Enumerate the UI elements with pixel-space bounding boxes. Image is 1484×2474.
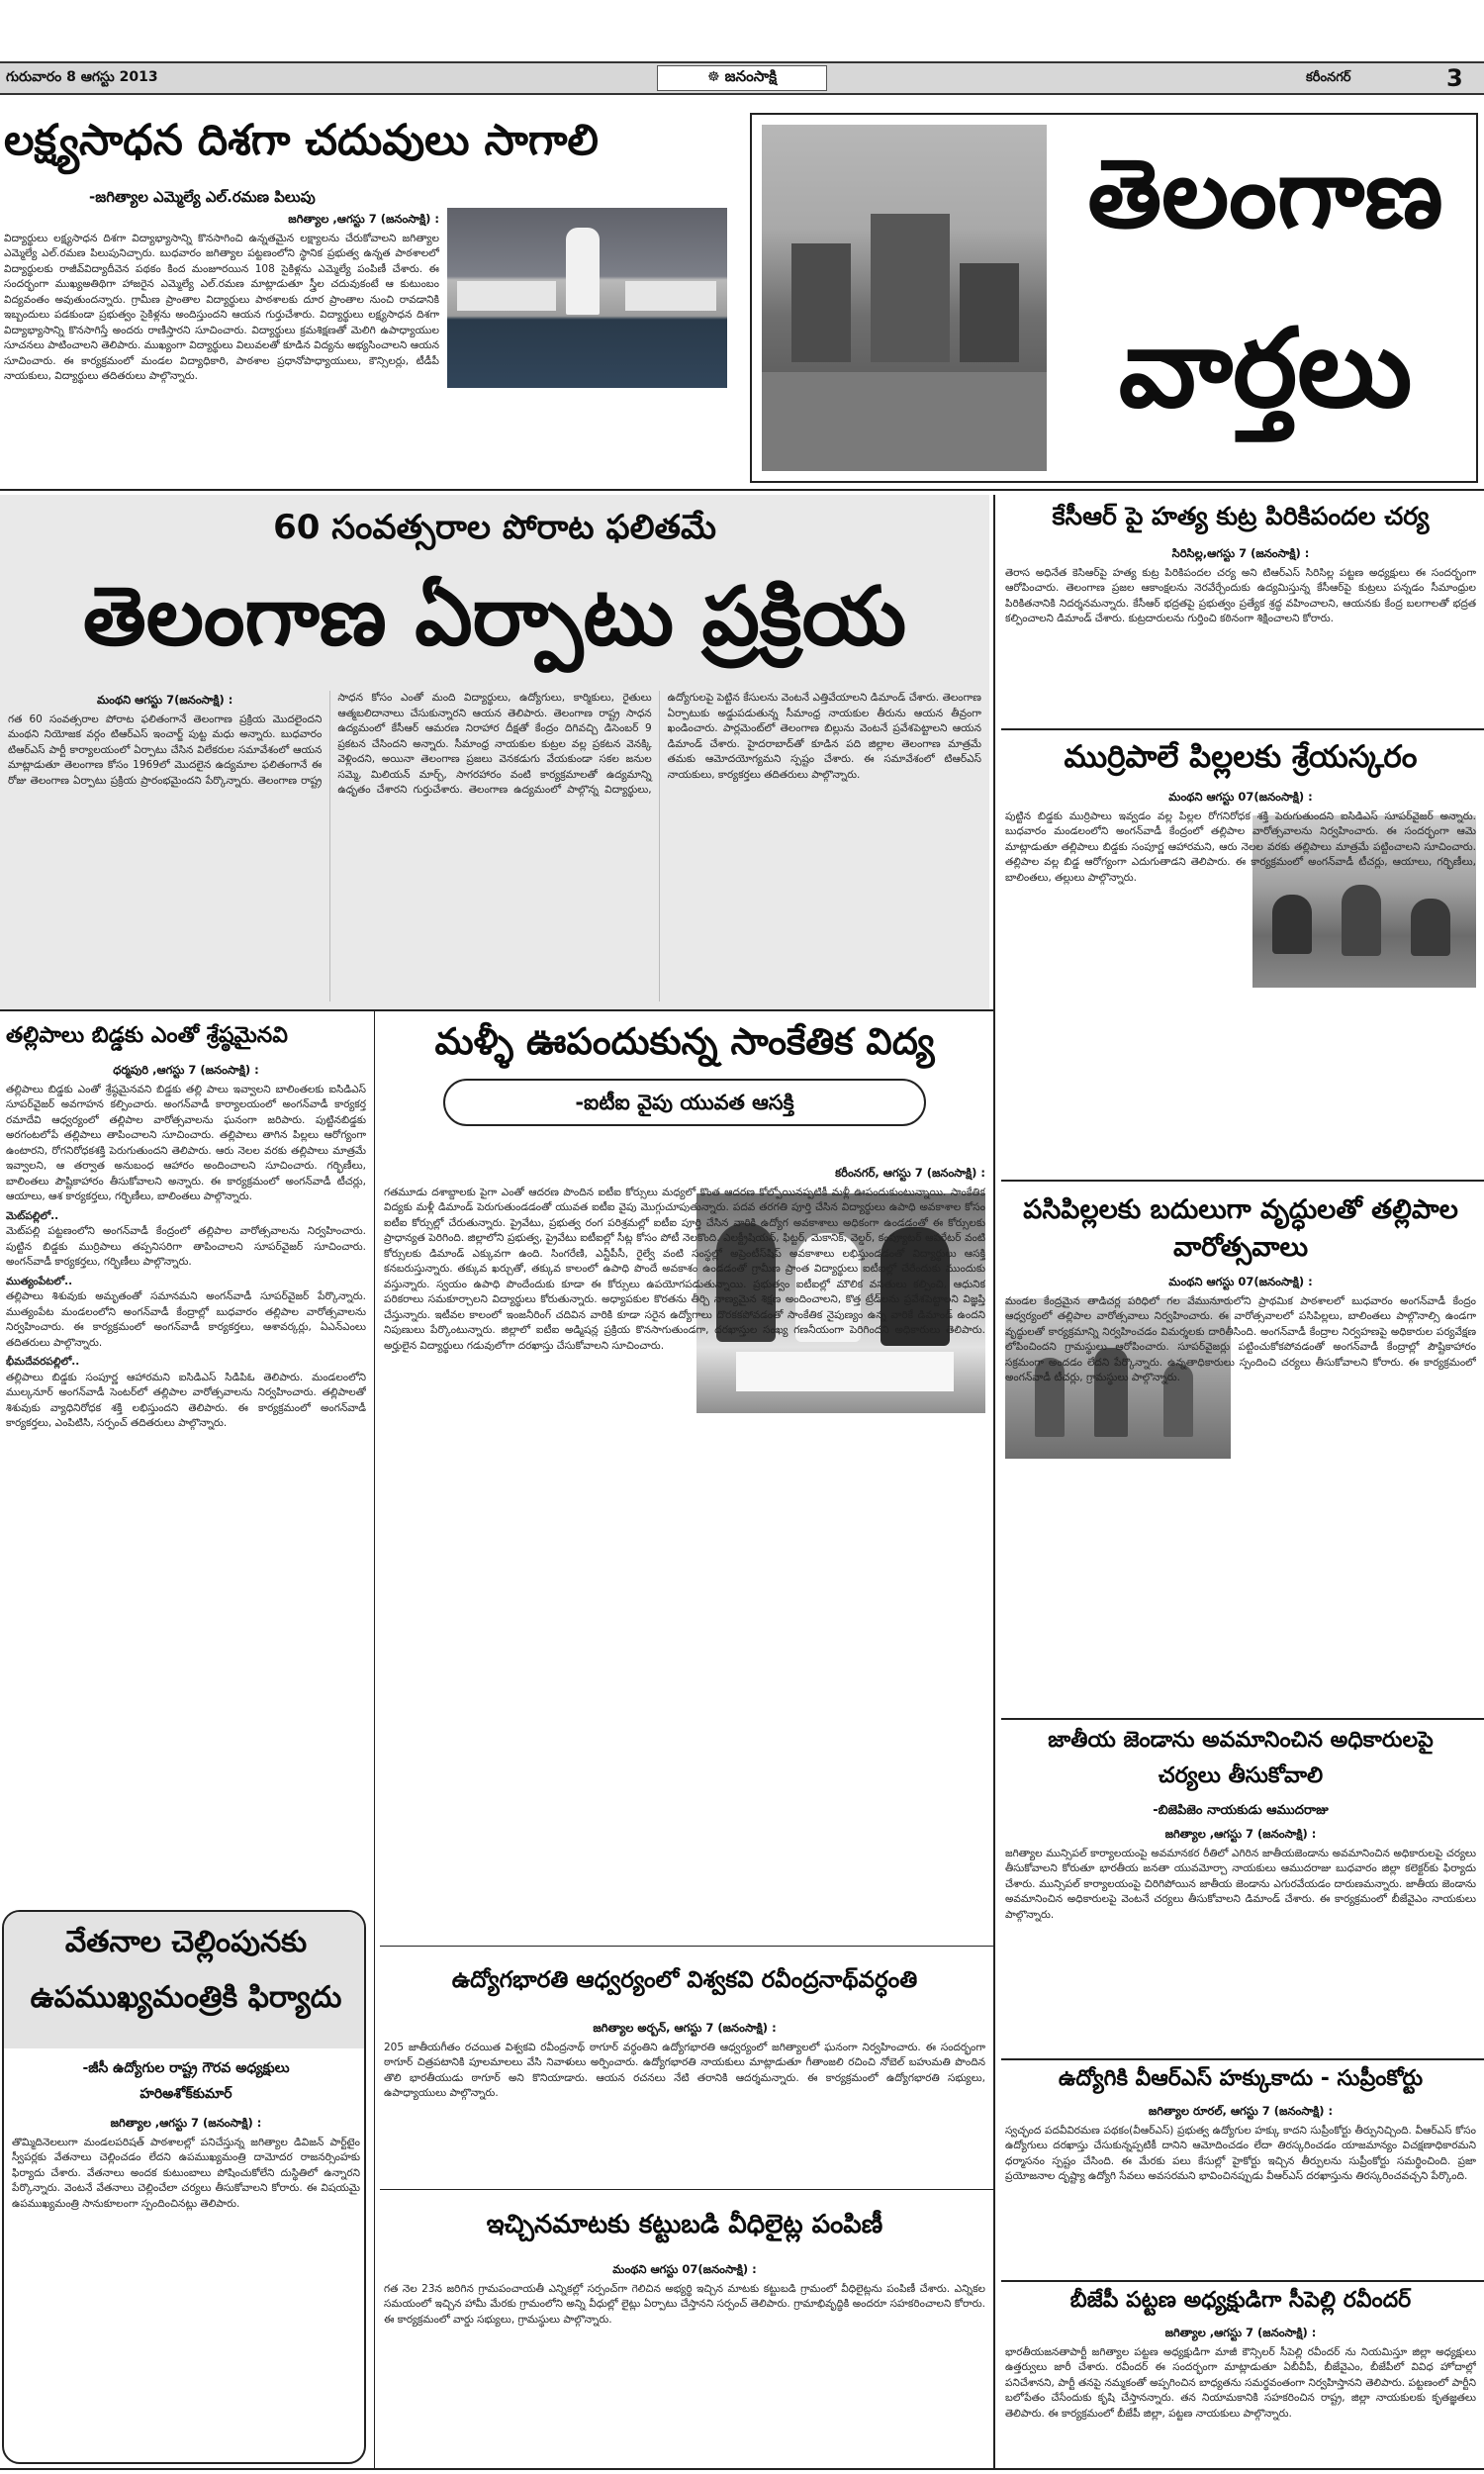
news-photo [447,208,727,388]
divider [993,495,995,2468]
issue-date: గురువారం 8 ఆగస్టు 2013 [6,69,158,85]
subhead: -జగిత్యాల ఎమ్మెల్యే ఎల్‌.రమణ పిలుపు [89,188,316,206]
story10-text: గతమూడు దశాబ్దాలకు పైగా ఎంతో ఆదరణ పొందిన ఐటీఐ కోర్సులు మధ్యలో కొంత ఆదరణ కోల్పోయినప్పటికీ మళ్లీ ఊపందుకుంటున్నాయి. సాంకేతిక విద్యకు మళ్లీ డిమాండ్‌ పెరుగుతుండడంతో యువత ఐటీఐ వైపు మొగ్గుచూపుతున్నారు. పదవ తరగతి పూర్తి చేసిన విద్యార్థులు ఉపాధి అవకాశాల కోసం ఐటీఐ కోర్సుల్లో చేరుతున్నారు. ప్రైవేటు, ప్రభుత్వ రంగ పరిశ్రమల్లో ఐటీఐ పూర్తి చేసిన వారికి ఉద్యోగ అవకాశాలు అధికంగా ఉండడంతో ఈ కోర్సులకు ప్రాధాన్యత పెరిగింది. జిల్లాలోని ప్రభుత్వ, ప్రైవేటు ఐటీఐల్లో సీట్ల కోసం పోటీ నెలకొంది. ఎలక్ట్రీషియన్‌, ఫిట్టర్‌, మెకానిక్‌, వెల్డర్‌, కంప్యూటర్‌ ఆపరేటర్‌ వంటి కోర్సులకు డిమాండ్‌ ఎక్కువగా ఉంది. సింగరేణి, ఎన్టీపీసీ, రైల్వే వంటి సంస్థల్లో అప్రెంటీస్‌షిప్‌ అవకాశాలు లభిస్తుండడంతో విద్యార్థులు ఆసక్తి కనబరుస్తున్నారు. తక్కువ ఖర్చుతో, తక్కువ కాలంలో ఉపాధి పొందే అవకాశం ఉండడంతో గ్రామీణ ప్రాంత విద్యార్థులు ఐటీఐల్లో చేరేందుకు ముందుకు వస్తున్నారు. స్వయం ఉపాధి పొందేందుకు కూడా ఈ కోర్సులు ఉపయోగపడుతున్నాయి. ప్రభుత్వం ఐటీఐల్లో మౌలిక వసతులు కల్పించి, ఆధునిక పరికరాలు సమకూర్చాలని విద్యార్థులు కోరుతున్నారు. అధ్యాపకుల కొరతను తీర్చి నాణ్యమైన శిక్షణ అందించాలని, కొత్త ట్రేడ్‌లను ప్రవేశపెట్టాలని విజ్ఞప్తి చేస్తున్నారు. ఇటీవల కాలంలో ఇంజనీరింగ్‌ చదివిన వారికి కూడా సరైన ఉద్యోగాలు దొరకకపోవడంతో సాంకేతిక నైపుణ్యం ఉన్న వారికే డిమాండ్‌ ఉందని నిపుణులు పేర్కొంటున్నారు. జిల్లాలో ఐటీఐ అడ్మిషన్ల ప్రక్రియ కొనసాగుతుండగా, దరఖాస్తుల సంఖ్య గణనీయంగా పెరిగిందని అధికారులు తెలిపారు. అర్హులైన విద్యార్థులు గడువులోగా దరఖాస్తు చేసుకోవాలని సూచించారు. [384,1186,985,1352]
story-technical-education [380,1015,989,1946]
article-body [1005,1825,1476,2052]
story12-text: 205 జాతీయగీతం రచయిత విశ్వకవి రవీంద్రనాథ్‌ ఠాగూర్‌ వర్ధంతిని ఉద్యోగభారతి ఆధ్వర్యంలో జగిత్యాలలో ఘనంగా నిర్వహించారు. ఈ సందర్భంగా ఠాగూర్‌ చిత్రపటానికి పూలమాలలు వేసి నివాళులు అర్పించారు. ఉద్యోగభారతి నాయకులు మాట్లాడుతూ గీతాంజలి రచించి నోబెల్‌ బహుమతి పొందిన తొలి భారతీయుడు ఠాగూర్‌ అని కొనియాడారు. ఆయన రచనలు నేటి తరానికి ఆదర్శమన్నారు. ఈ కార్యక్రమంలో ఉద్యోగభారతి సభ్యులు, ఉపాధ్యాయులు పాల్గొన్నారు. [384,2041,985,2099]
story9-text-3: తల్లిపాలు శిశువుకు అమృతంతో సమానమని అంగన్‌వాడీ సూపర్‌వైజర్‌ పేర్కొన్నారు. ముత్యంపేట మండలంలోని అంగన్‌వాడీ కేంద్రాల్లో బుధవారం తల్లిపాల వారోత్సవాలను నిర్వహించారు. ఈ కార్యక్రమంలో అంగన్‌వాడీ కార్యకర్తలు, ఆశావర్కర్లు, ఏఎన్‌ఎంలు తదితరులు పాల్గొన్నారు. [6,1290,366,1349]
subhead-name: హరిఅశోక్‌కుమార్‌ [139,2086,232,2102]
article-body [1005,788,1476,1176]
article-body [384,2260,985,2464]
story3-dateline: సిరిసిల్ల,ఆగస్టు 7 (జనంసాక్షి) : [1171,546,1310,560]
divider [1001,1718,1484,1720]
story-salary-complaint [2,1910,366,2464]
divider [1001,1180,1484,1182]
story9-text-4: తల్లిపాలు బిడ్డకు సంపూర్ణ ఆహారమని ఐసిడిఎస్‌ సిడిపిఓ తెలిపారు. మండలంలోని ముల్కనూర్‌ అంగన్‌వాడీ సెంటర్‌లో తల్లిపాల వారోత్సవాలను నిర్వహించారు. తల్లిపాలతో శిశువుకు వ్యాధినిరోధక శక్తి లభిస్తుందని తెలిపారు. ఈ కార్యక్రమంలో అంగన్‌వాడీ కార్యకర్తలు, ఎంపిటిసి, సర్పంచ్‌ తదితరులు పాల్గొన్నారు. [6,1371,366,1429]
telangana-news-banner [750,113,1478,483]
story9-subhead-2: ముత్యంపేటలో.. [6,1275,73,1287]
story-breastmilk-best [0,1015,372,1906]
page-bottom-rule [0,2468,1484,2470]
story5-text: మండల కేంద్రమైన తాడిచర్ల పరిధిలో గల వేమునూరులోని ప్రాథమిక పాఠశాలలో బుధవారం అంగన్‌వాడీ కేంద్రం ఆధ్వర్యంలో తల్లిపాల వారోత్సవాలు నిర్వహించారు. ఈ వారోత్సవాలలో పసిపిల్లలు, బాలింతలు పాల్గొనాల్సి ఉండగా వృద్ధులతో కార్యక్రమాన్ని నిర్వహించడం విమర్శలకు దారితీసింది. అంగన్‌వాడీ కేంద్రాల నిర్వహణపై అధికారుల పర్యవేక్షణ లోపించిందని గ్రామస్థులు ఆరోపించారు. సూపర్‌వైజర్లు పట్టించుకోకపోవడంతో అంగన్‌వాడీ కేంద్రాల్లో పౌష్టికాహారం సక్రమంగా అందడం లేదని పేర్కొన్నారు. ఉన్నతాధికారులు స్పందించి చర్యలు తీసుకోవాలని కోరారు. ఈ కార్యక్రమంలో అంగన్‌వాడీ టీచర్లు, గ్రామస్థులు పాల్గొన్నారు. [1005,1294,1476,1383]
story12-dateline: జగిత్యాల అర్బన్‌, ఆగస్టు 7 (జనంసాక్షి) : [593,2021,777,2035]
story11-dateline: జగిత్యాల ,ఆగస్టు 7 (జనంసాక్షి) : [110,2116,262,2130]
story-bjp-president [1001,2284,1480,2468]
divider [1001,728,1484,730]
paper-name: జనంసాక్షి [724,67,778,85]
headline: ఉద్యోగభారతి ఆధ్వర్యంలో విశ్వకవి రవీంద్రనాథ్‌వర్ధంతి [451,1967,918,1993]
divider [0,489,1484,491]
story13-dateline: మంథని ఆగస్టు 07(జనంసాక్షి) : [612,2262,757,2276]
logo-icon: ☸ [706,69,720,85]
story-elderly-week [1001,1184,1480,1718]
headline: ముర్రిపాలే పిల్లలకు శ్రేయస్కరం [1064,739,1418,775]
story7-dateline: జగిత్యాల రూరల్‌, ఆగస్టు 7 (జనంసాక్షి) : [1148,2104,1334,2118]
article-body [4,210,439,473]
page-number: 3 [1446,64,1463,92]
story9-subhead-1: మెట్‌పల్లిలో.. [6,1209,59,1222]
subhead: -ఐటీఐ వైపు యువత ఆసక్తి [575,1091,794,1114]
article-body [384,2019,985,2183]
divider [1001,2280,1484,2282]
headline: పసిపిల్లలకు బదులుగా వృద్ధులతో తల్లిపాల వారోత్సవాలు [1023,1194,1458,1263]
headline: కేసీఆర్‌ పై హత్య కుట్ర పిరికిపందల చర్య [1052,502,1430,530]
article-body [1005,2102,1476,2276]
story9-text-2: మెట్‌పల్లి పట్టణంలోని అంగన్‌వాడీ కేంద్రంలో తల్లిపాల వారోత్సవాలను నిర్వహించారు. పుట్టిన బిడ్డకు ముర్రిపాలు తప్పనిసరిగా తాపించాలని సూపర్‌వైజర్‌ సూచించారు. అంగన్‌వాడీ కార్యకర్తలు, గర్భిణీలు పాల్గొన్నారు. [6,1225,366,1268]
subhead-box [443,1079,926,1126]
headline: తల్లిపాలు బిడ్డకు ఎంతో శ్రేష్ఠమైనవి [6,1023,288,1048]
banner-title-line1: తెలంగాణ [1087,139,1443,249]
edition-name: కరీంనగర్ [1306,70,1351,85]
divider [380,2189,993,2190]
story1-dateline: జగిత్యాల ,ఆగస్టు 7 (జనంసాక్షి) : [288,212,439,226]
headline: మళ్ళీ ఊపందుకున్న సాంకేతిక విద్య [434,1020,935,1063]
paper-logo [657,65,827,91]
story-vrs-supreme-court [1001,2062,1480,2280]
story9-text: తల్లిపాలు బిడ్డకు ఎంతో శ్రేష్ఠమైనవని బిడ్డకు తల్లి పాలు ఇవ్వాలని బాలింతలకు ఐసిడిఎస్‌ సూపర్‌వైజర్‌ అవగాహన కల్పించారు. అంగన్‌వాడీ కార్యాలయంలో అంగన్‌వాడీ కార్యకర్త రమాదేవి ఆధ్వర్యంలో తల్లిపాల వారోత్సవాలను ఘనంగా జరిపారు. పుట్టినబిడ్డకు అరగంటలోపే తల్లిపాలు తాపించాలని సూచించారు. తల్లిపాలు తాగిన పిల్లలు ఆరోగ్యంగా ఉంటారని, రోగనిరోధకశక్తి పెరుగుతుందని తెలిపారు. ఆరు నెలల వరకు తల్లిపాలు మాత్రమే ఇవ్వాలని, ఆ తర్వాత అనుబంధ ఆహారం అందించాలని సూచించారు. గర్భిణీలు, బాలింతలు పౌష్టికాహారం తీసుకోవాలని అన్నారు. ఈ కార్యక్రమంలో అంగన్‌వాడీ టీచర్లు, ఆయాలు, ఆశ కార్యకర్తలు, గర్భిణీలు, బాలింతలు పాల్గొన్నారు. [6,1083,366,1202]
article-body [12,2114,360,2460]
story8-dateline: జగిత్యాల ,ఆగస్టు 7 (జనంసాక్షి) : [1164,2326,1317,2339]
story5-dateline: మంథని ఆగస్టు 07(జనంసాక్షి) : [1168,1275,1313,1288]
headline: ఇచ్చినమాటకు కట్టుబడి వీధిలైట్ల పంపిణీ [486,2210,883,2239]
story-national-flag [1001,1722,1480,2058]
story13-text: గత నెల 23న జరిగిన గ్రామపంచాయతీ ఎన్నికల్లో సర్పంచ్‌గా గెలిచిన అభ్యర్థి ఇచ్చిన మాటకు కట్టుబడి గ్రామంలో వీధిలైట్లను పంపిణీ చేశారు. ఎన్నికల సమయంలో ఇచ్చిన హామీ మేరకు గ్రామంలోని అన్ని వీధుల్లో లైట్లు ఏర్పాటు చేస్తానని సర్పంచ్‌ తెలిపారు. గ్రామాభివృద్ధికి అందరూ సహకరించాలని కోరారు. ఈ కార్యక్రమంలో వార్డు సభ్యులు, గ్రామస్థులు పాల్గొన్నారు. [384,2282,985,2326]
divider [1001,2058,1484,2060]
story-lakshya [0,103,744,473]
headline-line1: వేతనాల చెల్లింపునకు [64,1925,308,1959]
story6-text: జగిత్యాల మున్సిపల్‌ కార్యాలయంపై అవమానకర రీతిలో ఎగిరిన జాతీయజెండాను అవమానించిన అధికారులపై చర్యలు తీసుకోవాలని కోరుతూ భారతీయ జనతా యువమోర్చా నాయకులు ఆముదరాజు బుధవారం జిల్లా కలెక్టర్‌కు ఫిర్యాదు చేశారు. మున్సిపల్‌ కార్యాలయంపై చిరిగిపోయిన జాతీయ జెండాను ఎగురవేయడం దారుణమన్నారు. జాతీయ జెండాను అవమానించిన అధికారులపై వెంటనే చర్యలు తీసుకోవాలని డిమాండ్‌ చేశారు. ఈ కార్యక్రమంలో బీజేవైఎం నాయకులు పాల్గొన్నారు. [1005,1847,1476,1921]
story-tagore-anniversary [380,1950,989,2187]
story1-text: విద్యార్థులు లక్ష్యసాధన దిశగా విద్యాభ్యాసాన్ని కొనసాగించి ఉన్నతమైన లక్ష్యాలను చేరుకోవాలని జగిత్యాల ఎమ్మెల్యే ఎల్‌.రమణ పిలుపునిచ్చారు. బుధవారం జగిత్యాల పట్టణంలోని స్థానిక ప్రభుత్వ ఉన్నత పాఠశాలలో విద్యార్థులకు రాజీవ్‌విద్యాదీవెన పథకం కింద మంజూరయిన 108 సైకిళ్లను ఎమ్మెల్యే పంపిణీ చేశారు. ఈ సందర్భంగా ముఖ్యఅతిథిగా హాజరైన ఎమ్మెల్యే ఎల్‌.రమణ మాట్లాడుతూ స్త్రీల చదువుకంటే ఆ కుటుంబం విద్యవంతం అవుతుందన్నారు. గ్రామీణ ప్రాంతాల విద్యార్థులు పాఠశాలకు దూర ప్రాంతాల నుంచి రావడానికి ఇబ్బందులు పడకుండా ప్రభుత్వం సైకిళ్లను అందిస్తుందని ఆయన గుర్తుచేశారు. విద్యార్థులు లక్ష్యసాధన దిశగా విద్యాభ్యాసాన్ని కొనసాగిస్తే అందరు రాణిస్తారని సూచించారు. విద్యార్థులు క్రమశిక్షణతో మెలిగి ఉపాధ్యాయుల సూచనలు పాటించాలని తెలిపారు. ముఖ్యంగా విద్యార్థులు విలువలతో కూడిన విద్యను అభ్యసించాలని ఆయన సూచించారు. ఈ కార్యక్రమంలో మండల విద్యాధికారి, పాఠశాల ప్రధానోపాధ్యాయులు, కౌన్సిలర్లు, టీడీపీ నాయకులు, విద్యార్థులు తదితరులు పాల్గొన్నారు. [4,232,439,382]
story9-subhead-3: భీమదేవరపల్లిలో.. [6,1356,80,1368]
story4-dateline: మంథని ఆగస్టు 07(జనంసాక్షి) : [1168,790,1313,804]
headline: బీజేపీ పట్టణ అధ్యక్షుడిగా సీపెల్లి రవీందర్‌ [1069,2288,1412,2313]
masthead-bar [0,61,1484,95]
subhead: -జీసీ ఉద్యోగుల రాష్ట్ర గౌరవ అధ్యక్షులు [82,2060,290,2076]
divider [0,1009,993,1011]
story-colostrum [1001,732,1480,1180]
headline-line2: చర్యలు తీసుకోవాలి [1158,1763,1324,1788]
story11-text: తొమ్మిదినెలలుగా మండలపరిషత్‌ పాఠశాలల్లో పనిచేస్తున్న జగిత్యాల డివిజన్‌ పార్ట్‌టైం స్వీపర్లకు వేతనాలు చెల్లించడం లేదని ఉపముఖ్యమంత్రి దామోదర రాజనర్సింహకు ఫిర్యాదు చేశారు. వేతనాలు అందక కుటుంబాలు పోషించుకోలేని దుస్థితిలో ఉన్నారని పేర్కొన్నారు. వెంటనే వేతనాలు చెల్లించేలా చర్యలు తీసుకోవాలని కోరారు. ఈ విషయమై ఉపముఖ్యమంత్రి సానుకూలంగా స్పందించినట్లు తెలిపారు. [12,2136,360,2210]
article-body [8,691,981,1001]
story3-text: తెరాస అధినేత కెసిఆర్‌పై హత్య కుట్ర పిరికిపందల చర్య అని టిఆర్‌ఎస్‌ సిరిసిల్ల పట్టణ అధ్యక్షులు ఈ సందర్భంగా ఆరోపించారు. తెలంగాణ ప్రజల ఆకాంక్షలను నెరవేర్చేందుకు ఉద్యమిస్తున్న కేసీఆర్‌పై కుట్రలు పన్నడం సీమాంధ్రుల పిరికితనానికి నిదర్శనమన్నారు. కేసీఆర్‌ భద్రతపై ప్రభుత్వం ప్రత్యేక శ్రద్ధ వహించాలని, ఆయనకు కేంద్ర బలగాలతో భద్రత కల్పించాలని డిమాండ్‌ చేశారు. కుట్రదారులను గుర్తించి కఠినంగా శిక్షించాలని కోరారు. [1005,566,1476,624]
article-body [1005,544,1476,722]
headline-line1: జాతీయ జెండాను అవమానించిన అధికారులపై [1048,1728,1434,1753]
headline: లక్ష్యసాధన దిశగా చదువులు సాగాలి [4,116,599,165]
headline-line2: ఉపముఖ్యమంత్రికి ఫిర్యాదు [30,1980,342,2015]
story6-dateline: జగిత్యాల ,ఆగస్టు 7 (జనంసాక్షి) : [1164,1827,1317,1841]
story2-text: గత 60 సంవత్సరాల పోరాట ఫలితంగానే తెలంగాణ ప్రక్రియ మొదలైందని మంథని నియోజక వర్గం టిఆర్‌ఎస్‌ ఇంచార్జ్‌ పుట్ట మధు అన్నారు. బుధవారం టిఆర్‌ఎస్‌ పార్టీ కార్యాలయంలో ఏర్పాటు చేసిన విలేకరుల సమావేశంలో ఆయన మాట్లాడుతూ తెలంగాణ కోసం 1969లో మొదలైన ఉద్యమాల ఫలితంగానే ఈ రోజు తెలంగాణ ఏర్పాటు ప్రక్రియ ప్రారంభమైందని పేర్కొన్నారు. తెలంగాణ రాష్ట్ర సాధన కోసం ఎంతో మంది విద్యార్థులు, ఉద్యోగులు, కార్మికులు, రైతులు ఆత్మబలిదానాలు చేసుకున్నారని ఆయన తెలిపారు. తెలంగాణ రాష్ట్ర సాధన ఉద్యమంలో కేసీఆర్‌ ఆమరణ నిరాహార దీక్షతో కేంద్రం దిగివచ్చి డిసెంబర్‌ 9 ప్రకటన చేసిందని అన్నారు. సీమాంధ్ర నాయకుల కుట్రల వల్ల ప్రకటన వెనక్కి వెళ్లిందని, అయినా తెలంగాణ ప్రజలు వెనకడుగు వేయకుండా సకల జనుల సమ్మె, మిలియన్‌ మార్చ్‌, సాగరహారం వంటి కార్యక్రమాలతో ఉద్యమాన్ని ఉధృతం చేశారని గుర్తుచేశారు. తెలంగాణ ఉద్యమంలో పాల్గొన్న విద్యార్థులు, ఉద్యోగులపై పెట్టిన కేసులను వెంటనే ఎత్తివేయాలని డిమాండ్‌ చేశారు. తెలంగాణ ఏర్పాటుకు అడ్డుపడుతున్న సీమాంధ్ర నాయకుల తీరును ఆయన తీవ్రంగా ఖండించారు. పార్లమెంట్‌లో తెలంగాణ బిల్లును వెంటనే ప్రవేశపెట్టాలని ఆయన డిమాండ్‌ చేశారు. హైదరాబాద్‌తో కూడిన పది జిల్లాల తెలంగాణ మాత్రమే తమకు ఆమోదయోగ్యమని స్పష్టం చేశారు. ఈ సమావేశంలో టిఆర్‌ఎస్‌ నాయకులు, కార్యకర్తలు తదితరులు పాల్గొన్నారు. [8,692,981,796]
divider [380,1946,993,1947]
article-body [1005,1273,1476,1714]
fort-photo [762,125,1047,471]
headline: ఉద్యోగికి వీఆర్‌ఎస్‌ హక్కుకాదు - సుప్రీంకోర్టు [1058,2066,1424,2091]
story9-dateline: ధర్మపురి ,ఆగస్టు 7 (జనంసాక్షి) : [113,1063,259,1077]
subhead: -బిజెపిజెం నాయకుడు ఆముదరాజు [1153,1803,1329,1818]
story-street-lights [380,2193,989,2468]
story8-text: భారతీయజనతాపార్టీ జగిత్యాల పట్టణ అధ్యక్షుడిగా మాజీ కౌన్సిలర్‌ సీపెల్లి రవీందర్‌ ను నియమిస్తూ జిల్లా అధ్యక్షులు ఉత్తర్వులు జారీ చేశారు. రవీందర్‌ ఈ సందర్భంగా మాట్లాడుతూ ఏబీవీపీ, బీజేవైఎం, బీజేపీలో వివిధ హోదాల్లో పనిచేశానని, పార్టీ తనపై నమ్మకంతో అప్పగించిన బాధ్యతను సమర్థవంతంగా నిర్వహిస్తానని తెలిపారు. పట్టణంలో పార్టీని బలోపేతం చేసేందుకు కృషి చేస్తానన్నారు. తన నియామకానికి సహకరించిన రాష్ట్ర, జిల్లా నాయకులకు కృతజ్ఞతలు తెలిపారు. ఈ కార్యక్రమంలో బీజేపీ జిల్లా, పట్టణ నాయకులు పాల్గొన్నారు. [1005,2345,1476,2420]
article-body [1005,2324,1476,2466]
article-body [6,1061,366,1902]
story-telangana-process [0,495,989,1009]
headline: తెలంగాణ ఏర్పాటు ప్రక్రియ [82,570,907,664]
story2-dateline: మంథని ఆగస్టు 7(జనంసాక్షి) : [96,693,233,707]
divider [374,1009,375,2468]
story10-dateline: కరీంనగర్‌, ఆగస్టు 7 (జనంసాక్షి) : [835,1166,985,1180]
kicker: 60 సంవత్సరాల పోరాట ఫలితమే [273,508,716,547]
story-kcr-conspiracy [1001,495,1480,728]
story4-text: పుట్టిన బిడ్డకు ముర్రిపాలు ఇవ్వడం వల్ల పిల్లల రోగనిరోధక శక్తి పెరుగుతుందని ఐసిడిఎస్‌ సూపర్‌వైజర్‌ అన్నారు. బుధవారం మండలంలోని అంగన్‌వాడీ కేంద్రంలో తల్లిపాల వారోత్సవాలను నిర్వహించారు. ఈ సందర్భంగా ఆమె మాట్లాడుతూ తల్లిపాలు బిడ్డకు సంపూర్ణ ఆహారమని, ఆరు నెలల వరకు తల్లిపాలు మాత్రమే పట్టించాలని సూచించారు. తల్లిపాల వల్ల బిడ్డ ఆరోగ్యంగా ఎదుగుతాడని తెలిపారు. ఈ కార్యక్రమంలో అంగన్‌వాడీ టీచర్లు, ఆయాలు, గర్భిణీలు, బాలింతలు, తల్లులు పాల్గొన్నారు. [1005,809,1476,884]
article-body [384,1164,985,1942]
story7-text: స్వచ్ఛంద పదవీవిరమణ పథకం(వీఆర్‌ఎస్‌) ప్రభుత్వ ఉద్యోగుల హక్కు కాదని సుప్రీంకోర్టు తీర్పునిచ్చింది. వీఆర్‌ఎస్‌ కోసం ఉద్యోగులు దరఖాస్తు చేసుకున్నప్పటికీ దానిని ఆమోదించడం లేదా తిరస్కరించడం యాజమాన్యం విచక్షణాధికారమని ధర్మాసనం స్పష్టం చేసింది. ఈ మేరకు పలు కేసుల్లో హైకోర్టు ఇచ్చిన తీర్పులను సుప్రీంకోర్టు సమర్థించింది. ప్రజా ప్రయోజనాల దృష్ట్యా ఉద్యోగి సేవలు అవసరమని భావించినప్పుడు వీఆర్‌ఎస్‌ దరఖాస్తును తిరస్కరించవచ్చని పేర్కొంది. [1005,2124,1476,2182]
banner-title-line2: వార్తలు [1118,305,1413,431]
